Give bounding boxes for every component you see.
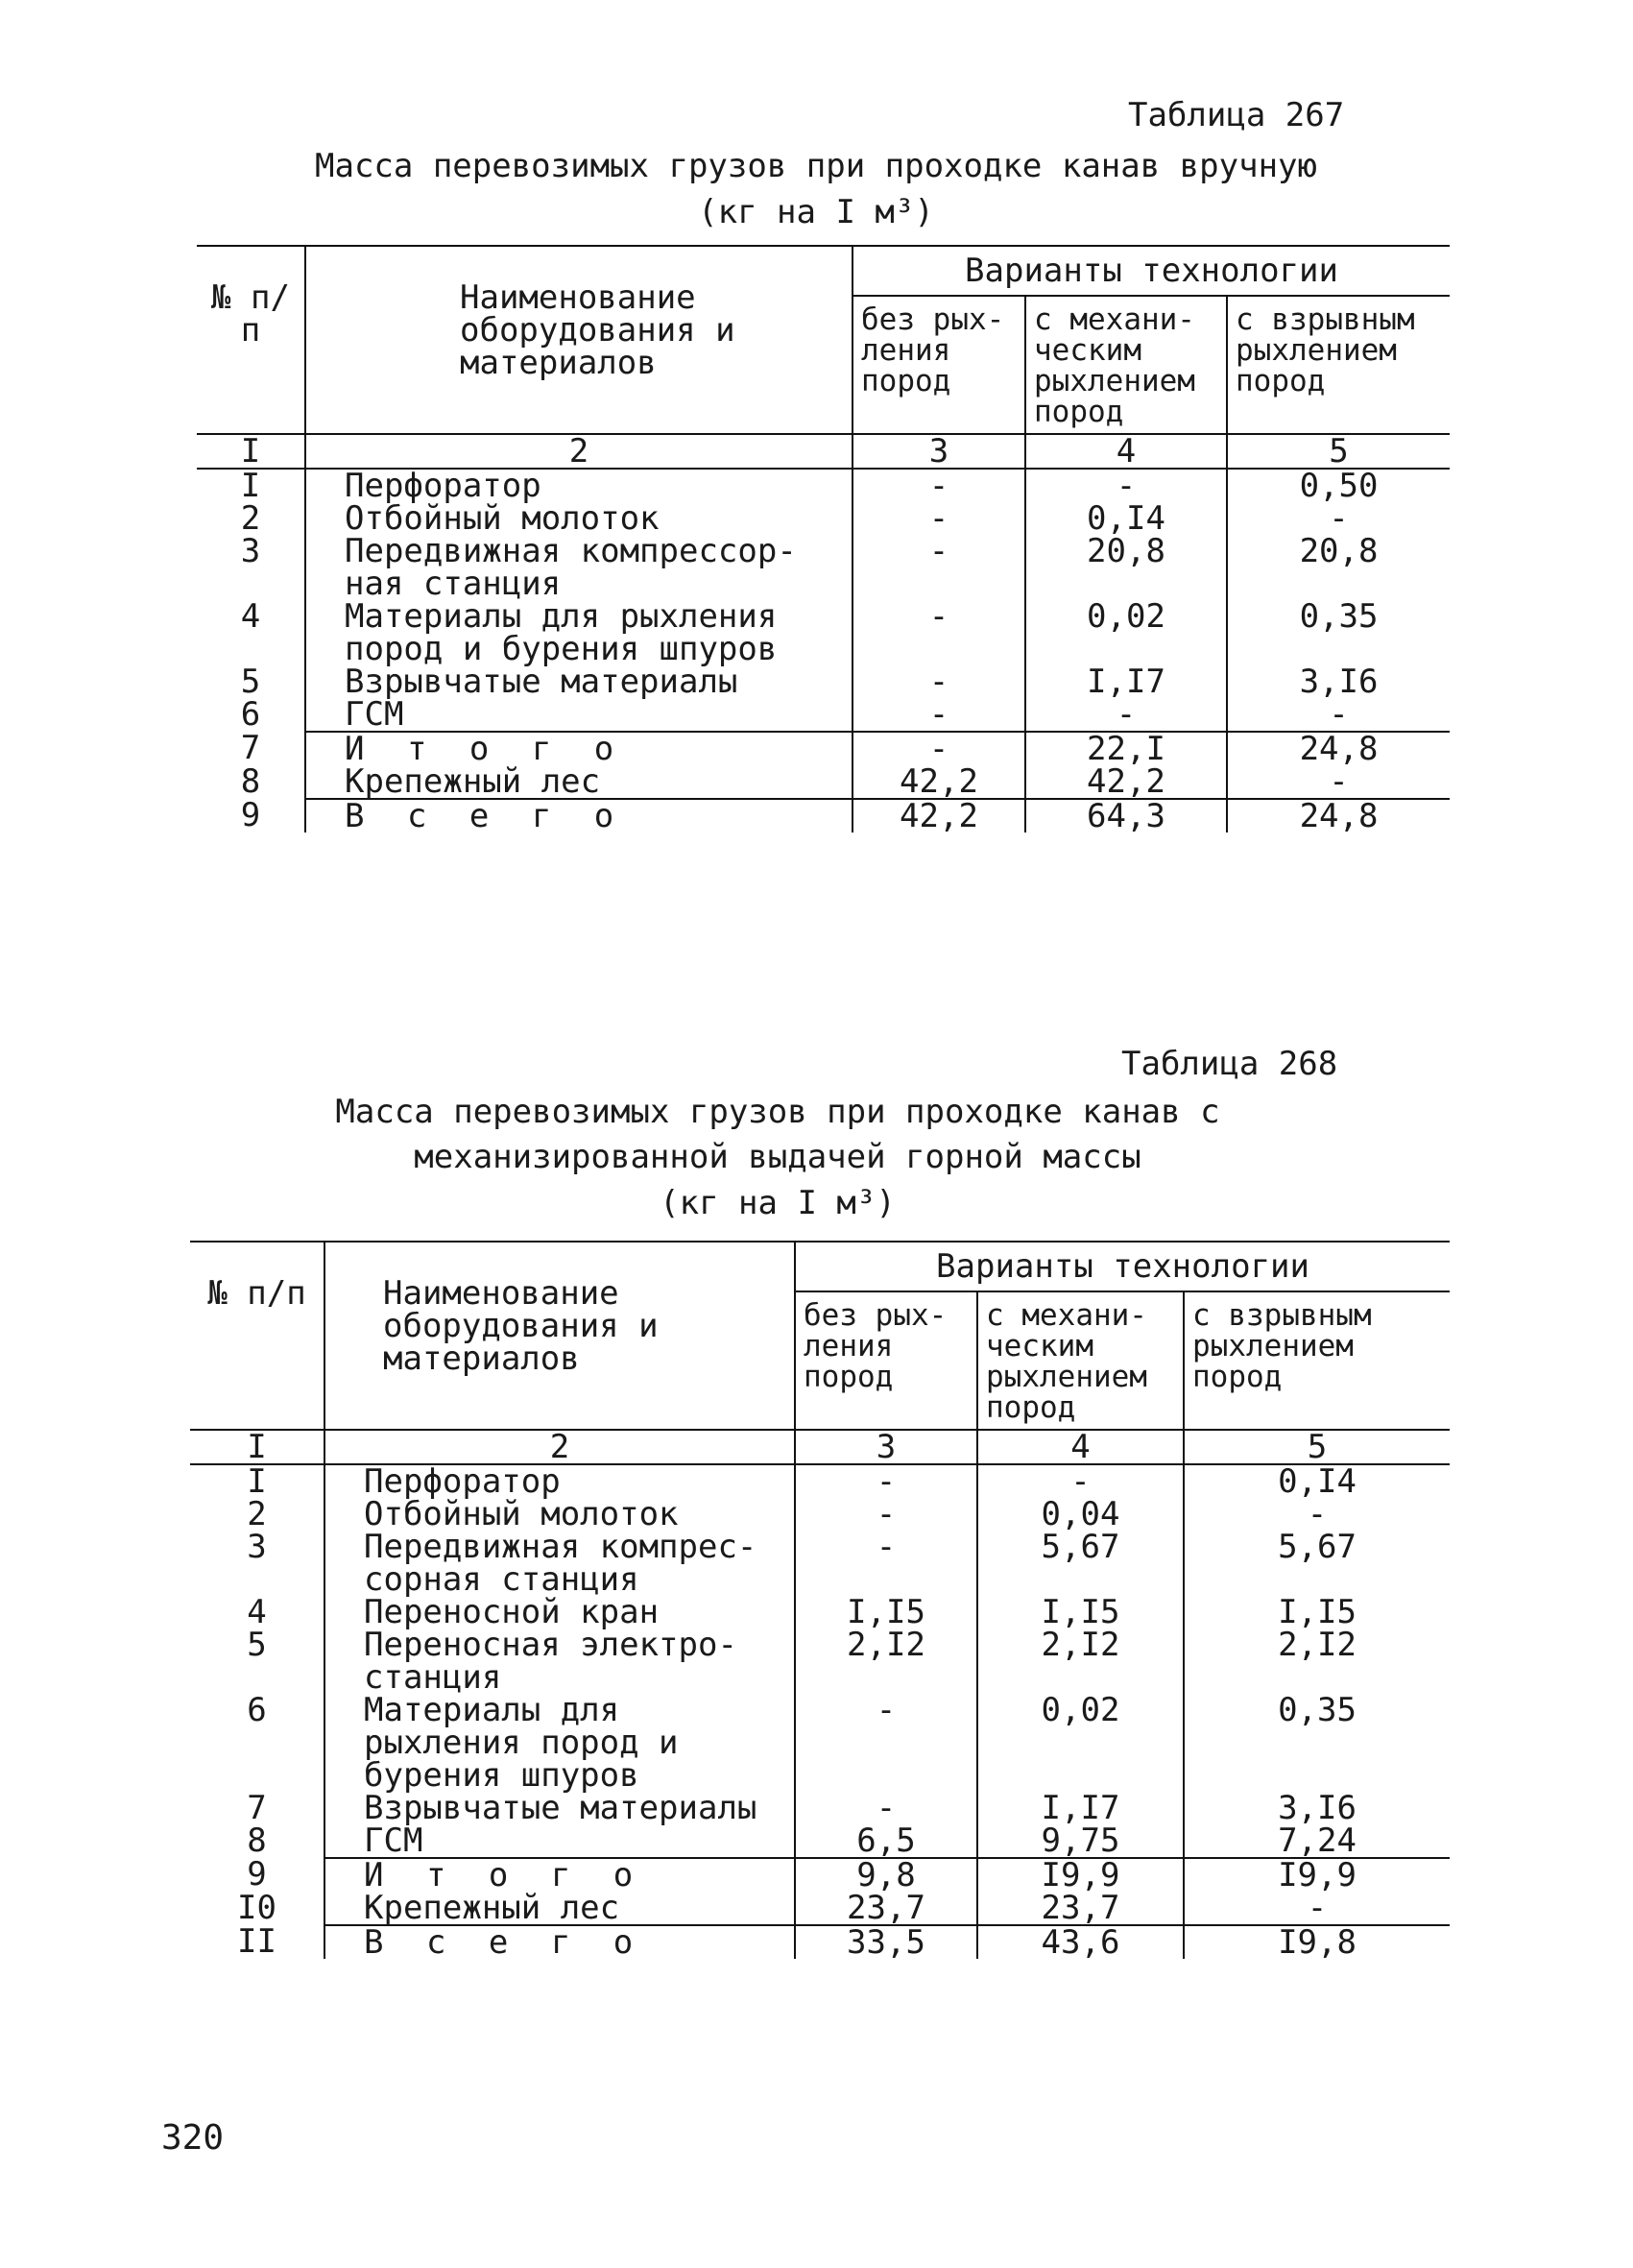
value-variant-1: -: [795, 1531, 977, 1596]
value-variant-2: I,I5: [977, 1596, 1184, 1629]
table-268-title-line1: Масса перевозимых грузов при проходке канав с: [335, 1093, 1220, 1131]
row-name: В с е г о: [305, 799, 853, 832]
row-name: Перфоратор: [364, 1462, 561, 1501]
value-variant-1: 42,2: [853, 765, 1025, 799]
value-variant-1: I,I5: [795, 1596, 977, 1629]
value-variant-2: 64,3: [1025, 799, 1227, 832]
row-number: 9: [190, 1858, 324, 1892]
row-name: И т о г о: [324, 1858, 795, 1892]
header-name: Наименование оборудования и материалов: [324, 1242, 795, 1430]
row-name: ГСМ: [364, 1822, 423, 1860]
value-variant-3: -: [1227, 765, 1450, 799]
header-no: № п/п: [190, 1242, 324, 1430]
value-variant-3: 7,24: [1184, 1824, 1450, 1858]
value-variant-1: 2,I2: [795, 1629, 977, 1694]
table-row: [190, 1858, 1450, 1892]
table-row: [190, 1464, 1450, 1498]
row-name: Материалы для рыхления пород и бурения шпуров: [364, 1691, 679, 1795]
value-variant-2: 9,75: [977, 1824, 1184, 1858]
column-number: 3: [795, 1430, 977, 1464]
row-number: I: [197, 469, 305, 502]
row-number: 2: [190, 1498, 324, 1531]
column-number: 3: [853, 434, 1025, 469]
table-row: [197, 665, 1450, 698]
header-variant-1: без рых- ления пород: [853, 296, 1025, 434]
table-row: [197, 502, 1450, 535]
value-variant-2: I9,9: [977, 1858, 1184, 1892]
value-variant-2: 42,2: [1025, 765, 1227, 799]
row-number: 4: [197, 600, 305, 665]
value-variant-1: 9,8: [795, 1858, 977, 1892]
column-number: I: [197, 434, 305, 469]
value-variant-3: I9,9: [1184, 1858, 1450, 1892]
row-number: 5: [190, 1629, 324, 1694]
table-row: [197, 698, 1450, 732]
value-variant-2: I,I7: [1025, 665, 1227, 698]
value-variant-3: 20,8: [1227, 535, 1450, 600]
row-number: 7: [197, 732, 305, 765]
row-number: 4: [190, 1596, 324, 1629]
row-name: Передвижная компрессор- ная станция: [345, 532, 797, 603]
row-number: I0: [190, 1892, 324, 1925]
column-number: I: [190, 1430, 324, 1464]
value-variant-2: 23,7: [977, 1892, 1184, 1925]
row-number: 3: [190, 1531, 324, 1596]
table-row: [197, 600, 1450, 665]
table-268: [190, 1241, 1450, 1962]
row-name: Передвижная компрес- сорная станция: [364, 1528, 757, 1599]
row-name: В с е г о: [324, 1925, 795, 1959]
header-variant-3: с взрывным рыхлением пород: [1227, 296, 1450, 434]
row-number: 9: [197, 799, 305, 832]
value-variant-2: 22,I: [1025, 732, 1227, 765]
header-variant-2: с механи- ческим рыхлением пород: [1025, 296, 1227, 434]
table-row: [190, 1925, 1450, 1959]
header-variant-2: с механи- ческим рыхлением пород: [977, 1291, 1184, 1430]
value-variant-3: 0,35: [1184, 1694, 1450, 1792]
header-name: Наименование оборудования и материалов: [305, 246, 853, 434]
table-row: [190, 1629, 1450, 1694]
row-number: 6: [190, 1694, 324, 1792]
value-variant-1: -: [853, 665, 1025, 698]
table-268-title-line2: механизированной выдачей горной массы: [414, 1138, 1141, 1176]
table-row: [197, 799, 1450, 832]
value-variant-1: 6,5: [795, 1824, 977, 1858]
column-numbers: [197, 434, 1450, 469]
row-name: Материалы для рыхления пород и бурения шпуров: [345, 597, 778, 668]
table-row: [197, 765, 1450, 799]
header-no: № п/п: [197, 246, 305, 434]
value-variant-2: 0,02: [977, 1694, 1184, 1792]
row-name: Перфоратор: [345, 467, 541, 505]
table-row: [190, 1824, 1450, 1858]
value-variant-1: -: [795, 1464, 977, 1498]
value-variant-1: -: [853, 732, 1025, 765]
page-number: 320: [161, 2118, 225, 2158]
value-variant-2: 0,02: [1025, 600, 1227, 665]
value-variant-2: 0,I4: [1025, 502, 1227, 535]
table-row: [197, 535, 1450, 600]
value-variant-1: -: [853, 600, 1025, 665]
table-267-units: (кг на I м³): [698, 193, 934, 231]
value-variant-3: 5,67: [1184, 1531, 1450, 1596]
value-variant-2: 20,8: [1025, 535, 1227, 600]
table-row: [190, 1892, 1450, 1925]
table-267: [197, 245, 1450, 835]
row-name: Крепежный лес: [364, 1889, 620, 1927]
value-variant-1: -: [795, 1498, 977, 1531]
value-variant-2: -: [1025, 469, 1227, 502]
row-name: Взрывчатые материалы: [345, 663, 738, 701]
table-row: [197, 469, 1450, 502]
row-name: Переносной кран: [364, 1593, 660, 1631]
value-variant-3: I,I5: [1184, 1596, 1450, 1629]
column-number: 2: [305, 434, 853, 469]
value-variant-3: 3,I6: [1184, 1792, 1450, 1824]
value-variant-3: 2,I2: [1184, 1629, 1450, 1694]
row-number: 3: [197, 535, 305, 600]
column-number: 5: [1227, 434, 1450, 469]
value-variant-1: 23,7: [795, 1892, 977, 1925]
value-variant-3: -: [1227, 698, 1450, 732]
column-number: 4: [1025, 434, 1227, 469]
table-267-number: Таблица 267: [1128, 96, 1345, 134]
row-name: Взрывчатые материалы: [364, 1789, 757, 1827]
row-number: 8: [190, 1824, 324, 1858]
column-number: 4: [977, 1430, 1184, 1464]
row-name: И т о г о: [305, 732, 853, 765]
value-variant-2: -: [977, 1464, 1184, 1498]
value-variant-2: 5,67: [977, 1531, 1184, 1596]
value-variant-2: 0,04: [977, 1498, 1184, 1531]
row-name: Переносная электро- станция: [364, 1626, 737, 1697]
row-number: 8: [197, 765, 305, 799]
row-number: 2: [197, 502, 305, 535]
value-variant-2: -: [1025, 698, 1227, 732]
row-name: ГСМ: [345, 695, 404, 734]
row-name: Отбойный молоток: [364, 1495, 679, 1533]
value-variant-3: 24,8: [1227, 799, 1450, 832]
value-variant-1: 33,5: [795, 1925, 977, 1959]
value-variant-3: -: [1184, 1498, 1450, 1531]
value-variant-3: 24,8: [1227, 732, 1450, 765]
value-variant-3: -: [1227, 502, 1450, 535]
value-variant-3: 0,I4: [1184, 1464, 1450, 1498]
value-variant-3: 3,I6: [1227, 665, 1450, 698]
row-number: II: [190, 1925, 324, 1959]
table-row: [190, 1531, 1450, 1596]
table-267-title: Масса перевозимых грузов при проходке канав вручную: [315, 147, 1317, 185]
row-name: Крепежный лес: [345, 762, 601, 801]
value-variant-1: -: [853, 469, 1025, 502]
value-variant-1: -: [795, 1792, 977, 1824]
header-variants: Варианты технологии: [795, 1242, 1450, 1291]
value-variant-1: -: [795, 1694, 977, 1792]
header-variant-3: с взрывным рыхлением пород: [1184, 1291, 1450, 1430]
value-variant-1: -: [853, 698, 1025, 732]
header-variants: Варианты технологии: [853, 246, 1450, 296]
table-row: [190, 1694, 1450, 1792]
table-268-units: (кг на I м³): [660, 1184, 896, 1222]
value-variant-1: 42,2: [853, 799, 1025, 832]
row-number: I: [190, 1464, 324, 1498]
table-row: [190, 1498, 1450, 1531]
column-numbers: [190, 1430, 1450, 1464]
value-variant-1: -: [853, 535, 1025, 600]
header-variant-1: без рых- ления пород: [795, 1291, 977, 1430]
row-name: Отбойный молоток: [345, 499, 660, 538]
table-268-number: Таблица 268: [1121, 1045, 1338, 1083]
column-number: 2: [324, 1430, 795, 1464]
value-variant-3: I9,8: [1184, 1925, 1450, 1959]
value-variant-1: -: [853, 502, 1025, 535]
value-variant-3: 0,50: [1227, 469, 1450, 502]
table-row: [190, 1596, 1450, 1629]
column-number: 5: [1184, 1430, 1450, 1464]
row-number: 6: [197, 698, 305, 732]
value-variant-2: 43,6: [977, 1925, 1184, 1959]
row-number: 7: [190, 1792, 324, 1824]
value-variant-3: -: [1184, 1892, 1450, 1925]
value-variant-3: 0,35: [1227, 600, 1450, 665]
table-row: [197, 732, 1450, 765]
value-variant-2: 2,I2: [977, 1629, 1184, 1694]
value-variant-2: I,I7: [977, 1792, 1184, 1824]
table-row: [190, 1792, 1450, 1824]
row-number: 5: [197, 665, 305, 698]
